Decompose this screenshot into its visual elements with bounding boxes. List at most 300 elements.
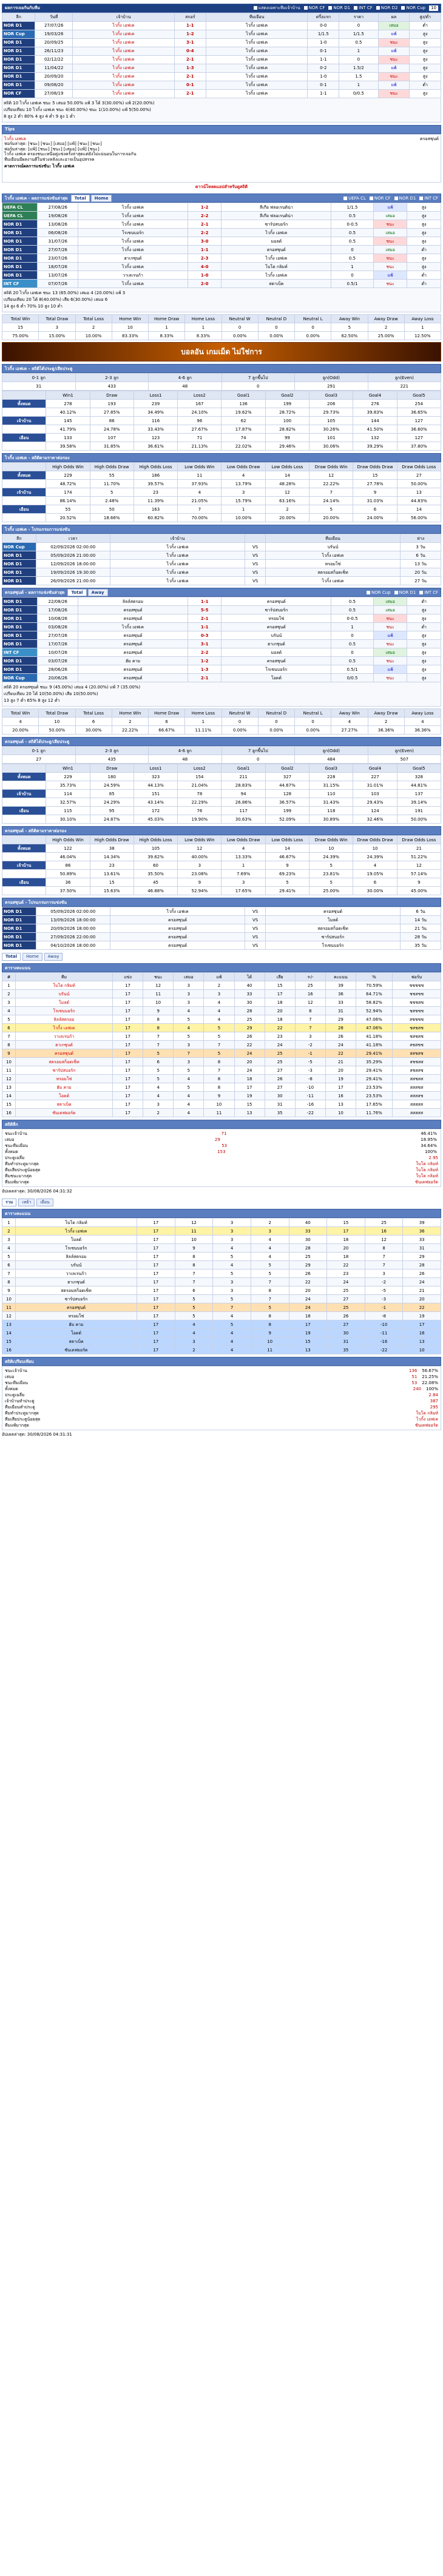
over-under: ต่ำ: [410, 22, 441, 30]
match-date: 20/06/26: [38, 674, 78, 682]
table-row[interactable]: [2, 568, 441, 577]
vs-label: VS: [245, 907, 265, 916]
table-row[interactable]: [2, 271, 441, 280]
tips-home-team: ไวกิ้ง เอฟเค: [4, 136, 26, 141]
table-row[interactable]: [2, 1286, 441, 1295]
tab-away[interactable]: Away: [88, 589, 108, 596]
team-name: สตาเบ็ค: [16, 1337, 137, 1346]
table-row[interactable]: [2, 1219, 441, 1227]
goal-bucket-value: 433: [75, 382, 149, 391]
checkbox-icon: [328, 6, 332, 10]
odds-cell: 5: [90, 488, 134, 497]
odds-header: High Odds Win: [46, 463, 90, 471]
standings-cell: 12: [2, 1312, 16, 1320]
home-team: ไวกิ้ง เอฟเค: [73, 56, 175, 64]
tips-line: ฟอร์มล่าสุด: [แพ้] [ชนะ] [ชนะ] [เสมอ] [แพ้] [ชนะ]: [4, 146, 100, 152]
stat-val: 2.95: [428, 1155, 438, 1161]
h2h-col-away: ทีมเยือน: [206, 13, 308, 22]
table-row[interactable]: [2, 543, 441, 551]
standings-cell: สสสสส: [393, 1109, 441, 1117]
odds-cell: 13.79%: [222, 480, 265, 488]
table-row[interactable]: [2, 907, 441, 916]
filter-nor-cup[interactable]: NOR Cup: [367, 590, 391, 595]
table-row: [2, 471, 441, 480]
table-row[interactable]: [2, 933, 441, 941]
table-row[interactable]: [2, 237, 441, 246]
standings1-title: ตารางคะแนน: [5, 965, 31, 970]
odds-cell: 9: [178, 878, 222, 887]
standings-header: %: [356, 973, 393, 981]
home-team: ฮาเกซุนด์: [78, 254, 188, 263]
table-row[interactable]: [2, 1346, 441, 1354]
standings2-tab-home[interactable]: เหย้า: [18, 1199, 35, 1206]
handicap: 0.5: [331, 606, 374, 614]
goal-cell: 199: [265, 400, 309, 408]
over-under: สูง: [407, 229, 441, 237]
days-left: 6 วัน: [401, 551, 441, 560]
over-under: สูง: [407, 657, 441, 665]
stat-header: Neutral L: [295, 709, 331, 718]
filter-int-cf[interactable]: INT CF: [419, 196, 438, 201]
table-row[interactable]: [2, 1261, 441, 1270]
odds-cell: 3: [222, 878, 265, 887]
odds-cell: 51.22%: [397, 853, 441, 861]
league-badge: NOR D1: [2, 924, 36, 933]
standings-cell: 17: [137, 1270, 175, 1278]
table-row[interactable]: [2, 1058, 441, 1066]
standings-cell: 4: [251, 1253, 289, 1261]
odds-cell: 52.94%: [178, 887, 222, 895]
vs-label: VS: [245, 916, 265, 924]
match-score: 2-2: [188, 212, 222, 220]
odds-cell: 14.34%: [90, 853, 134, 861]
standings-cell: -1: [365, 1303, 403, 1312]
standings-cell: 4: [174, 1100, 204, 1109]
table-row[interactable]: [2, 229, 441, 237]
table-row[interactable]: [2, 606, 441, 614]
odds-cell: 15: [353, 471, 397, 480]
tab-total[interactable]: Total: [67, 589, 86, 596]
standings2-title: ตารางคะแนน: [5, 1211, 31, 1216]
standings-cell: 7: [295, 1024, 325, 1032]
standings-cell: 4: [174, 1007, 204, 1015]
table-row[interactable]: [2, 1253, 441, 1261]
standings-cell: 17: [113, 1058, 143, 1066]
home-only-toggle[interactable]: แสดงเฉพาะทีมเจ้าบ้าน: [254, 5, 300, 10]
table-row[interactable]: [2, 30, 441, 39]
odds-cell: 44.83%: [397, 497, 441, 505]
row-label: [2, 514, 46, 522]
table-row[interactable]: [2, 1270, 441, 1278]
standings-cell: 9: [204, 1092, 234, 1100]
table-row[interactable]: [2, 22, 441, 30]
standings-cell: -1: [295, 1049, 325, 1058]
away-team: ครอสซุนด์: [222, 657, 331, 665]
goal-grid-header: Win1: [46, 391, 90, 400]
row-label: [2, 798, 46, 807]
over-under: สูง: [407, 614, 441, 623]
standings-cell: 47.06%: [356, 1024, 393, 1032]
standings-cell: 11: [143, 990, 174, 998]
over-under: สูง: [410, 73, 441, 81]
stat-percent: 15.00%: [39, 332, 75, 340]
table-row[interactable]: [2, 203, 441, 212]
kickoff-time: 05/09/2026 21:00:00: [36, 551, 110, 560]
table-row[interactable]: [2, 1100, 441, 1109]
fixture-header: ลีก: [2, 534, 36, 543]
table-row[interactable]: [2, 1041, 441, 1049]
fixture-header: เวลา: [36, 534, 110, 543]
standings-cell: 40: [289, 1219, 327, 1227]
table-row[interactable]: [2, 1066, 441, 1075]
table-row[interactable]: [2, 623, 441, 631]
table-row[interactable]: [2, 1083, 441, 1092]
table-row[interactable]: [2, 551, 441, 560]
table-row[interactable]: [2, 924, 441, 933]
table-row[interactable]: [2, 1015, 441, 1024]
table-row[interactable]: [2, 1024, 441, 1032]
table-row[interactable]: [2, 280, 441, 288]
filter-nor-d1[interactable]: NOR D1: [328, 5, 350, 10]
filter-nor-cf[interactable]: NOR CF: [370, 196, 391, 201]
table-row[interactable]: [2, 1337, 441, 1346]
table-row[interactable]: [2, 1278, 441, 1286]
table-row[interactable]: [2, 998, 441, 1007]
filter-nor-cf[interactable]: NOR CF: [304, 5, 325, 10]
goal-bucket-header: 4-6 ลูก: [149, 747, 222, 755]
standings-cell: 17: [137, 1261, 175, 1270]
standings-cell: 17: [137, 1320, 175, 1329]
over-under: ต่ำ: [407, 271, 441, 280]
standings-cell: 7: [204, 1041, 234, 1049]
match-date: 13/08/26: [38, 220, 78, 229]
odds-cell: 2: [265, 505, 309, 514]
home-goals-summary: [2, 373, 441, 391]
stat-percent: 36.36%: [404, 726, 441, 735]
league-badge: NOR D1: [2, 640, 38, 648]
stat-header: Neutral W: [222, 709, 258, 718]
stat-percent: 50.00%: [39, 726, 75, 735]
standings-cell: -5: [295, 1058, 325, 1066]
table-row[interactable]: [2, 1303, 441, 1312]
standings-cell: 5: [143, 1049, 174, 1058]
table-row[interactable]: [2, 1109, 441, 1117]
stat-header: Total Loss: [75, 709, 112, 718]
over-under: สูง: [407, 640, 441, 648]
handicap: 0.5: [331, 597, 374, 606]
over-under: ต่ำ: [407, 623, 441, 631]
table-row[interactable]: [2, 577, 441, 585]
table-row[interactable]: [2, 1329, 441, 1337]
table-row[interactable]: [2, 263, 441, 271]
table-row[interactable]: [2, 56, 441, 64]
league-badge: NOR D1: [2, 606, 38, 614]
match-date: 19/08/26: [38, 212, 78, 220]
standings-cell: -16: [365, 1337, 403, 1346]
table-row[interactable]: [2, 47, 441, 56]
stat-percent: 46.41%: [421, 1131, 437, 1137]
standings-cell: 25: [265, 1049, 295, 1058]
stat-row: [4, 1374, 439, 1380]
odds-cell: 13.61%: [90, 870, 134, 878]
handicap: 0.5: [331, 254, 374, 263]
result-badge: ชนะ: [373, 254, 407, 263]
home-team: ไวกิ้ง เอฟเค: [78, 220, 188, 229]
odds-header: Low Odds Win: [178, 836, 222, 844]
over-under: สูง: [410, 56, 441, 64]
kickoff-time: 27/09/2026 22:00:00: [36, 933, 110, 941]
standings-cell: 18: [234, 1075, 265, 1083]
table-row[interactable]: [2, 648, 441, 657]
table-row[interactable]: [2, 1092, 441, 1100]
standings-cell: -2: [295, 1041, 325, 1049]
standings-cell: 17: [137, 1286, 175, 1295]
table-row: [2, 442, 441, 451]
away-team: สตรอมสก็อดเซ็ท: [265, 924, 400, 933]
table-row[interactable]: [2, 640, 441, 648]
standings-cell: 5: [143, 1075, 174, 1083]
filter-nor-d1[interactable]: NOR D1: [394, 590, 416, 595]
h2h-summary-line: เปรียบเทียบ 10 ไวกิ้ง เอฟเค ชนะ 4(40.00%) ชนะ 1(10.00%) แพ้ 5(50.00%): [4, 107, 151, 112]
standings-cell: 19: [234, 1092, 265, 1100]
team-name: ซันเดฟยอร์ด: [16, 1346, 137, 1354]
table-row[interactable]: [2, 560, 441, 568]
stat-row: [4, 1392, 439, 1398]
goal-grid-header: Goal4: [353, 391, 397, 400]
standings-cell: 14: [2, 1329, 16, 1337]
tab-home[interactable]: Home: [91, 195, 112, 202]
standings-tab-total[interactable]: Total: [2, 953, 21, 960]
vs-label: VS: [245, 933, 265, 941]
table-row[interactable]: [2, 674, 441, 682]
goal-cell: 41.79%: [46, 425, 90, 434]
goal-bucket-value: 435: [75, 755, 149, 764]
standings-cell: 17: [113, 1032, 143, 1041]
stat-percent: 12.50%: [404, 332, 441, 340]
match-score: 1-1: [188, 246, 222, 254]
odds-cell: 21: [397, 844, 441, 853]
result-badge: แพ้: [378, 64, 410, 73]
table-row[interactable]: [2, 631, 441, 640]
table-row[interactable]: [2, 90, 441, 98]
filter-nor-cup[interactable]: NOR Cup: [401, 5, 425, 10]
goal-bucket-value: 291: [295, 382, 368, 391]
standings-tab-home[interactable]: Home: [22, 953, 42, 960]
standings-cell: 5: [174, 1032, 204, 1041]
goal-bucket-header: 4-6 ลูก: [149, 374, 222, 382]
table-row[interactable]: [2, 1295, 441, 1303]
table-row[interactable]: [2, 665, 441, 674]
stat-values: [415, 1179, 438, 1185]
odds-cell: 15: [90, 878, 134, 887]
table-row[interactable]: [2, 246, 441, 254]
table-row[interactable]: [2, 1007, 441, 1015]
standings-cell: 20: [403, 1295, 441, 1303]
away-team: ไวกิ้ง เอฟเค: [222, 271, 331, 280]
league-badge: NOR Cup: [2, 543, 36, 551]
table-row[interactable]: [2, 916, 441, 924]
standings-cell: 17: [403, 1320, 441, 1329]
table-row[interactable]: [2, 1320, 441, 1329]
row-label: เยือน: [2, 434, 46, 442]
standings-cell: 17: [113, 1075, 143, 1083]
league-stats1-updated: อัปเดตล่าสุด: 30/08/2026 04:31:32: [2, 1189, 72, 1194]
goal-cell: 227: [353, 773, 397, 781]
goal-cell: 41.50%: [353, 425, 397, 434]
away-team: บรันน์: [265, 543, 400, 551]
table-row[interactable]: [2, 1075, 441, 1083]
goal-cell: 36.65%: [397, 408, 441, 417]
goal-cell: 105: [309, 417, 353, 425]
away-team: ฮาเกซุนด์: [222, 640, 331, 648]
stat-header: Home Win: [112, 315, 148, 323]
standings-cell: 6: [175, 1286, 213, 1295]
row-label: [2, 497, 46, 505]
goal-bucket-value: 0: [222, 382, 295, 391]
ad-banner[interactable]: บอลอัน เกมเม็ด ไม่ใช่การ: [2, 342, 441, 362]
table-row[interactable]: [2, 220, 441, 229]
half-time: 1-1: [308, 90, 339, 98]
table-row[interactable]: [2, 657, 441, 665]
league-badge: NOR D1: [2, 81, 35, 90]
standings-cell: 5: [251, 1303, 289, 1312]
match-date: 10/07/26: [38, 648, 78, 657]
standings-cell: 22: [403, 1303, 441, 1312]
table-row[interactable]: [2, 981, 441, 990]
table-row[interactable]: [2, 1244, 441, 1253]
stat-value: 1: [149, 323, 185, 332]
standings-cell: 41.18%: [356, 1032, 393, 1041]
summary-line: สถิติ 20 ไวกิ้ง เอฟเค ชนะ 13 (65.00%) เสมอ 4 (20.00%) แพ้ 3: [4, 291, 126, 296]
result-badge: ชนะ: [378, 90, 410, 98]
standings2-tab-away[interactable]: เยือน: [36, 1199, 53, 1206]
table-row[interactable]: [2, 212, 441, 220]
home-team: ไวกิ้ง เอฟเค: [78, 203, 188, 212]
result-badge: เสมอ: [373, 212, 407, 220]
standings-cell: 20: [234, 1058, 265, 1066]
home-goals-header: [2, 364, 441, 373]
table-row[interactable]: [2, 597, 441, 606]
h2h-col-score: สกอร์: [175, 13, 206, 22]
filter-uefa-cl[interactable]: UEFA CL: [343, 196, 366, 201]
table-row[interactable]: [2, 1312, 441, 1320]
filter-int-cf[interactable]: INT CF: [354, 5, 373, 10]
standings-cell: 26: [265, 1075, 295, 1083]
match-date: 20/09/20: [35, 73, 73, 81]
standings-cell: 4: [213, 1329, 251, 1337]
vs-label: VS: [245, 551, 265, 560]
stat-header: Total Loss: [75, 315, 112, 323]
goal-cell: 24.59%: [90, 781, 134, 790]
over-under: สูง: [407, 665, 441, 674]
odds-cell: 20.52%: [46, 514, 90, 522]
stat-val: โบโด กลิมท์: [416, 1168, 438, 1173]
standings-cell: 6: [2, 1261, 16, 1270]
h2h-col-home: เจ้าบ้าน: [73, 13, 175, 22]
home-next-table: [2, 534, 441, 585]
table-row[interactable]: [2, 39, 441, 47]
table-row[interactable]: [2, 1236, 441, 1244]
standings-cell: 24: [289, 1295, 327, 1303]
filter-nor-d2[interactable]: NOR D2: [376, 5, 398, 10]
standings-cell: 23: [265, 1032, 295, 1041]
over-under: สูง: [407, 606, 441, 614]
table-row[interactable]: [2, 81, 441, 90]
standings1-header: [2, 963, 441, 972]
odds-cell: 24.14%: [309, 497, 353, 505]
row-label: เจ้าบ้าน: [2, 790, 46, 798]
table-row[interactable]: [2, 614, 441, 623]
standings-cell: 3: [213, 1278, 251, 1286]
standings-cell: -2: [365, 1278, 403, 1286]
stat-percent: 10.00%: [75, 332, 112, 340]
goal-cell: 115: [46, 807, 90, 815]
tab-total[interactable]: Total: [71, 195, 90, 202]
away-team: โมลด์: [265, 916, 400, 924]
standings-tab-away[interactable]: Away: [44, 953, 63, 960]
standings-cell: 17: [137, 1295, 175, 1303]
home-recent-header: [2, 193, 441, 203]
odds-header: Draw Odds Loss: [397, 836, 441, 844]
count-select[interactable]: 10: [429, 5, 438, 10]
stat-row: [4, 1131, 439, 1137]
home-team: ไวกิ้ง เอฟเค: [73, 73, 175, 81]
standings-cell: ชสชสช: [393, 1024, 441, 1032]
goal-grid-header: Draw: [90, 391, 134, 400]
table-row[interactable]: [2, 1227, 441, 1236]
match-score: 2-1: [188, 674, 222, 682]
table-row[interactable]: [2, 1049, 441, 1058]
table-row[interactable]: [2, 64, 441, 73]
team-name: ซาร์ปสบอร์ก: [16, 1066, 113, 1075]
odds-cell: 70.00%: [178, 514, 222, 522]
stat-values: [413, 1386, 438, 1392]
standings-cell: 5: [175, 1303, 213, 1312]
stat-value: 1: [185, 323, 222, 332]
filter-int-cf[interactable]: INT CF: [419, 590, 438, 595]
odds-cell: 9: [397, 878, 441, 887]
standings-cell: 17: [325, 1083, 356, 1092]
goal-cell: 27.67%: [178, 425, 222, 434]
standings-cell: 29: [234, 1024, 265, 1032]
standings-cell: 7: [204, 1066, 234, 1075]
odds-header: Low Odds Win: [178, 463, 222, 471]
odds-cell: 86.14%: [46, 497, 90, 505]
standings-cell: 8: [2, 1278, 16, 1286]
goal-cell: 127: [397, 434, 441, 442]
h2h-col-date: วันที่: [35, 13, 73, 22]
stat-value: 0: [295, 718, 331, 726]
stat-values: [428, 1155, 438, 1161]
home-recent-title: ไวกิ้ง เอฟเค - ผลการแข่งขันล่าสุด: [5, 195, 68, 201]
standings2-tab-total[interactable]: รวม: [2, 1199, 16, 1206]
standings-cell: 13: [234, 1109, 265, 1117]
league-badge: NOR D1: [2, 56, 35, 64]
home-odds-header: [2, 453, 441, 462]
table-row[interactable]: [2, 941, 441, 950]
download-app-link[interactable]: ดาวน์โหลดแอปสำหรับดูสถิติ: [195, 184, 248, 189]
tips-line: ทีมเยือนมีผลงานดีในช่วงหลังและอาจเป็นอุปสรรค: [4, 156, 95, 162]
table-row[interactable]: [2, 990, 441, 998]
table-row[interactable]: [2, 73, 441, 81]
goal-grid-header: Draw: [90, 764, 134, 773]
filter-nor-d1[interactable]: NOR D1: [394, 196, 416, 201]
table-row[interactable]: [2, 254, 441, 263]
standings-cell: สสสสช: [393, 1092, 441, 1100]
league-badge: NOR D1: [2, 254, 38, 263]
match-score: 2-1: [188, 220, 222, 229]
table-row[interactable]: [2, 1032, 441, 1041]
